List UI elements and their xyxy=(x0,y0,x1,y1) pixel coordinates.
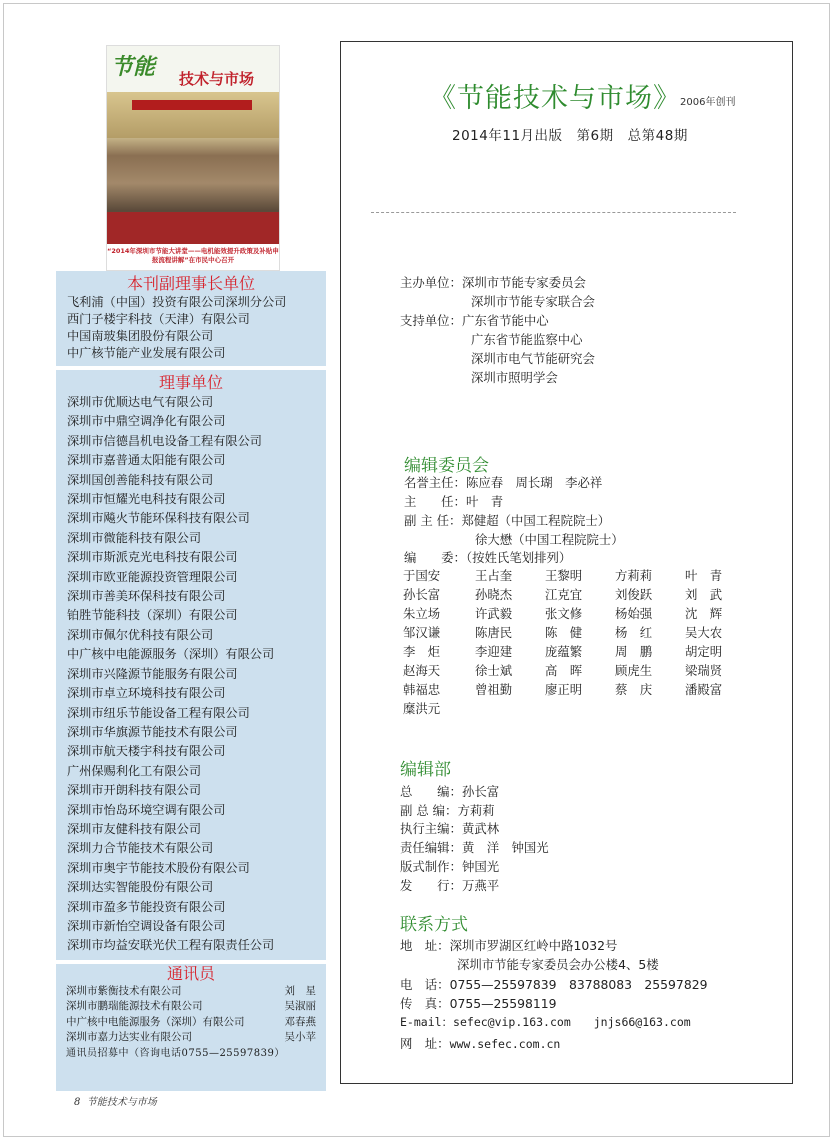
support-value: 广东省节能中心 xyxy=(461,313,549,328)
editorial-value: 黄武林 xyxy=(461,821,500,837)
correspondent-org: 深圳市紫衡技术有限公司 xyxy=(66,985,182,997)
members-label: 编 委： xyxy=(404,550,466,565)
web-row xyxy=(400,1034,560,1052)
correspondent-org: 中广核中电能源服务（深圳）有限公司 xyxy=(66,1015,245,1028)
correspondent-name: 刘 星 xyxy=(284,985,316,997)
committee-member: 刘 武 xyxy=(685,587,723,602)
list-item xyxy=(66,984,326,999)
editorial-value: 黄 洋 钟国光 xyxy=(461,840,549,856)
list-item: 深圳市航天楼宇科技有限公司 xyxy=(67,744,226,759)
list-item: 深圳市怡岛环境空调有限公司 xyxy=(67,802,226,817)
list-item: 广州保赐利化工有限公司 xyxy=(67,763,202,778)
email-row xyxy=(400,1014,691,1030)
support-value: 深圳市电气节能研究会 xyxy=(471,351,595,366)
cover-image xyxy=(106,45,280,271)
address-label: 地 址： xyxy=(400,938,450,953)
cover-caption: “2014年深圳市节能大讲堂——电机能效提升政策及补贴申报流程讲解”在市民中心召开 xyxy=(107,244,279,270)
editorial-row xyxy=(400,819,499,837)
list-item: 深圳市信德昌机电设备工程有限公司 xyxy=(67,433,262,448)
director-row xyxy=(404,492,503,510)
editorial-value: 钟国光 xyxy=(461,858,500,874)
masthead-panel xyxy=(340,41,793,1084)
editorial-row xyxy=(400,876,499,894)
cover-stage xyxy=(107,92,279,138)
sponsor-row xyxy=(400,273,586,291)
list-item: 深圳达实智能股份有限公司 xyxy=(67,880,214,895)
support-label: 支持单位： xyxy=(400,313,462,328)
committee-member: 蔡 庆 xyxy=(615,682,653,697)
list-item: 西门子楼宇科技（天津）有限公司 xyxy=(67,312,250,326)
committee-member: 胡定明 xyxy=(685,644,723,659)
sponsor-value: 深圳市节能专家委员会 xyxy=(461,275,586,290)
committee-member: 曾祖勤 xyxy=(475,682,513,697)
editorial-row xyxy=(400,857,499,875)
editorial-label: 执行主编： xyxy=(400,821,462,837)
list-item: 深圳市纽乐节能设备工程有限公司 xyxy=(67,705,250,720)
list-item: 深圳市均益安联光伏工程有限责任公司 xyxy=(67,938,275,953)
editorial-label: 总 编： xyxy=(400,784,462,799)
cover-banner xyxy=(132,100,252,110)
list-item: 深圳国创善能科技有限公司 xyxy=(67,472,214,487)
recruit-notice: 通讯员招募中（咨询电话0755—25597839） xyxy=(66,1047,285,1059)
committee-member: 沈 辉 xyxy=(685,606,723,621)
committee-member: 周 鹏 xyxy=(615,644,653,659)
vice-label: 副 主 任： xyxy=(404,513,462,528)
list-item: 深圳市欧亚能源投资管理限公司 xyxy=(67,569,238,584)
council-list xyxy=(56,393,326,956)
web-value[interactable]: www.sefec.com.cn xyxy=(449,1037,561,1051)
editorial-label: 责任编辑： xyxy=(400,840,462,856)
correspondent-name: 吴淑丽 xyxy=(284,1000,316,1013)
divider xyxy=(371,212,736,213)
list-item: 深圳市盈多节能投资有限公司 xyxy=(67,899,226,914)
committee-member: 陈唐民 xyxy=(475,625,513,640)
sponsor-value: 深圳市节能专家联合会 xyxy=(471,294,595,309)
list-item: 深圳市卓立环境科技有限公司 xyxy=(67,686,226,701)
editorial-label: 版式制作： xyxy=(400,858,462,874)
correspondent-org: 深圳市鹏瑞能源技术有限公司 xyxy=(66,1000,203,1013)
list-item: 深圳市微能科技有限公司 xyxy=(67,530,202,545)
phone-row xyxy=(400,975,707,993)
page-footer xyxy=(74,1093,157,1108)
list-item: 深圳市中鼎空调净化有限公司 xyxy=(67,414,226,429)
editorial-row xyxy=(400,838,549,856)
list-item: 深圳市奥宇节能技术股份有限公司 xyxy=(67,860,250,875)
committee-member: 顾虎生 xyxy=(615,663,653,678)
committee-member: 陈 健 xyxy=(545,625,583,640)
committee-member: 杨 红 xyxy=(615,625,653,640)
correspondent-org: 深圳市嘉力达实业有限公司 xyxy=(66,1031,192,1044)
cover-logo-sub: 技术与市场 xyxy=(179,70,255,88)
list-item: 深圳市新怡空调设备有限公司 xyxy=(67,918,226,933)
committee-member: 吴大农 xyxy=(685,625,723,640)
fax-value: 0755—25598119 xyxy=(449,996,557,1011)
editorial-row xyxy=(400,782,499,800)
list-item: 深圳市佩尔优科技有限公司 xyxy=(67,627,214,642)
magazine-title: 《节能技术与市场》 xyxy=(429,83,681,114)
committee-member: 杨始强 xyxy=(615,606,653,621)
editorial-label: 副 总 编： xyxy=(400,802,458,818)
footer-magazine-name: 节能技术与市场 xyxy=(86,1097,157,1108)
list-item xyxy=(66,1030,326,1045)
editorial-label: 发 行： xyxy=(400,877,462,893)
committee-member: 许武毅 xyxy=(475,606,513,621)
committee-member: 梁瑞贤 xyxy=(685,663,723,678)
committee-member: 刘俊跃 xyxy=(615,587,653,602)
editorial-value: 万燕平 xyxy=(461,877,500,893)
support-row xyxy=(400,311,549,329)
cover-logo: 节能 xyxy=(111,54,156,80)
committee-member: 张文修 xyxy=(545,606,583,621)
vice-row xyxy=(404,511,610,529)
issue-date: 2014年11月出版 xyxy=(452,128,563,144)
list-item: 中广核节能产业发展有限公司 xyxy=(67,346,226,360)
committee-member: 邹汉谦 xyxy=(403,625,441,640)
committee-member: 徐士斌 xyxy=(475,663,513,678)
honorary-row xyxy=(404,473,602,491)
fax-label: 传 真： xyxy=(400,996,450,1011)
contact-title: 联系方式 xyxy=(400,915,468,935)
committee-member: 叶 青 xyxy=(685,568,723,583)
members-row xyxy=(404,548,571,566)
email-value[interactable]: sefec@vip.163.com jnjs66@163.com xyxy=(453,1015,691,1029)
page-number: 8 xyxy=(74,1097,81,1108)
honorary-value: 陈应春 周长瑚 李必祥 xyxy=(465,475,603,490)
committee-member: 于国安 xyxy=(403,568,441,583)
vice-chair-title: 本刊副理事长单位 xyxy=(126,274,255,293)
web-label: 网 址： xyxy=(400,1036,450,1051)
address-value: 深圳市罗湖区红岭中路1032号 xyxy=(449,938,618,953)
honorary-label: 名誉主任： xyxy=(404,475,466,490)
list-item: 深圳市华旗源节能技术有限公司 xyxy=(67,724,238,739)
list-item: 深圳市开朗科技有限公司 xyxy=(67,783,202,798)
editorial-title: 编辑部 xyxy=(400,760,451,780)
committee-member: 王占奎 xyxy=(475,568,513,583)
fax-row xyxy=(400,994,557,1012)
email-label: E-mail： xyxy=(400,1015,454,1029)
cover-masthead xyxy=(107,46,279,92)
vice-value: 徐大懋（中国工程院院士） xyxy=(475,532,624,547)
issue-total: 总第48期 xyxy=(627,128,688,144)
list-item: 中广核中电能源服务（深圳）有限公司 xyxy=(67,647,275,662)
list-item: 飞利浦（中国）投资有限公司深圳分公司 xyxy=(67,295,287,309)
phone-value: 0755—25597839 83788083 25597829 xyxy=(449,977,708,992)
correspondent-name: 邓春燕 xyxy=(284,1015,316,1028)
list-item: 深圳市友健科技有限公司 xyxy=(67,821,202,836)
correspondents-panel xyxy=(56,964,326,1091)
editorial-value: 孙长富 xyxy=(461,784,500,799)
committee-member: 王黎明 xyxy=(545,568,583,583)
list-item xyxy=(66,1015,326,1030)
support-value: 深圳市照明学会 xyxy=(471,370,558,385)
committee-member: 朱立场 xyxy=(403,606,441,621)
phone-label: 电 话： xyxy=(400,977,450,992)
vice-value: 郑健超（中国工程院院士） xyxy=(461,513,611,528)
issue-info xyxy=(452,124,702,144)
committee-member: 李 炬 xyxy=(403,644,441,659)
list-item: 深圳市恒耀光电科技有限公司 xyxy=(67,492,226,507)
correspondent-name: 吴小苹 xyxy=(284,1031,316,1044)
list-item: 中国南玻集团股份有限公司 xyxy=(67,329,214,343)
committee-member: 韩福忠 xyxy=(403,682,441,697)
cover-carpet xyxy=(107,212,279,244)
members-note: （按姓氏笔划排列） xyxy=(465,550,572,565)
committee-member: 孙长富 xyxy=(403,587,441,602)
committee-member: 廖正明 xyxy=(545,682,583,697)
committee-member: 赵海天 xyxy=(403,663,441,678)
list-item: 深圳市善美环保科技有限公司 xyxy=(67,589,226,604)
list-item: 深圳力合节能技术有限公司 xyxy=(67,841,214,856)
sponsor-label: 主办单位： xyxy=(400,275,462,290)
vice-chair-list xyxy=(56,294,326,362)
address-row xyxy=(400,936,617,954)
editorial-row xyxy=(400,801,495,819)
list-item: 深圳市优顺达电气有限公司 xyxy=(67,395,214,409)
list-item: 深圳市嘉普通太阳能有限公司 xyxy=(67,453,226,468)
committee-member: 高 晖 xyxy=(545,663,583,678)
support-value: 广东省节能监察中心 xyxy=(471,332,583,347)
correspondents-title: 通讯员 xyxy=(166,964,215,983)
council-panel xyxy=(56,370,326,960)
committee-title: 编辑委员会 xyxy=(404,456,489,476)
director-label: 主 任： xyxy=(404,494,466,509)
director-value: 叶 青 xyxy=(465,494,504,509)
committee-member: 李迎建 xyxy=(475,644,513,659)
committee-member: 糜洪元 xyxy=(403,701,441,716)
editorial-value: 方莉莉 xyxy=(457,802,495,818)
committee-member: 庞蕴繁 xyxy=(545,644,583,659)
list-item: 深圳市兴隆源节能服务有限公司 xyxy=(67,666,238,681)
committee-member: 江克宜 xyxy=(545,587,583,602)
vice-chair-panel xyxy=(56,271,326,366)
cover-photo xyxy=(107,92,279,244)
address-value: 深圳市节能专家委员会办公楼4、5楼 xyxy=(457,957,659,972)
committee-member: 方莉莉 xyxy=(615,568,653,583)
list-item: 铂胜节能科技（深圳）有限公司 xyxy=(67,608,238,623)
council-title: 理事单位 xyxy=(158,373,223,392)
correspondents-list xyxy=(56,984,326,1046)
list-item: 深圳市飚火节能环保科技有限公司 xyxy=(67,511,250,526)
committee-member: 潘殿富 xyxy=(685,682,723,697)
list-item: 深圳市斯派克光电科技有限公司 xyxy=(67,550,238,565)
committee-member: 孙晓杰 xyxy=(475,587,513,602)
issue-number: 第6期 xyxy=(576,128,614,144)
founded-year: 2006年创刊 xyxy=(680,97,736,108)
list-item xyxy=(66,999,326,1014)
